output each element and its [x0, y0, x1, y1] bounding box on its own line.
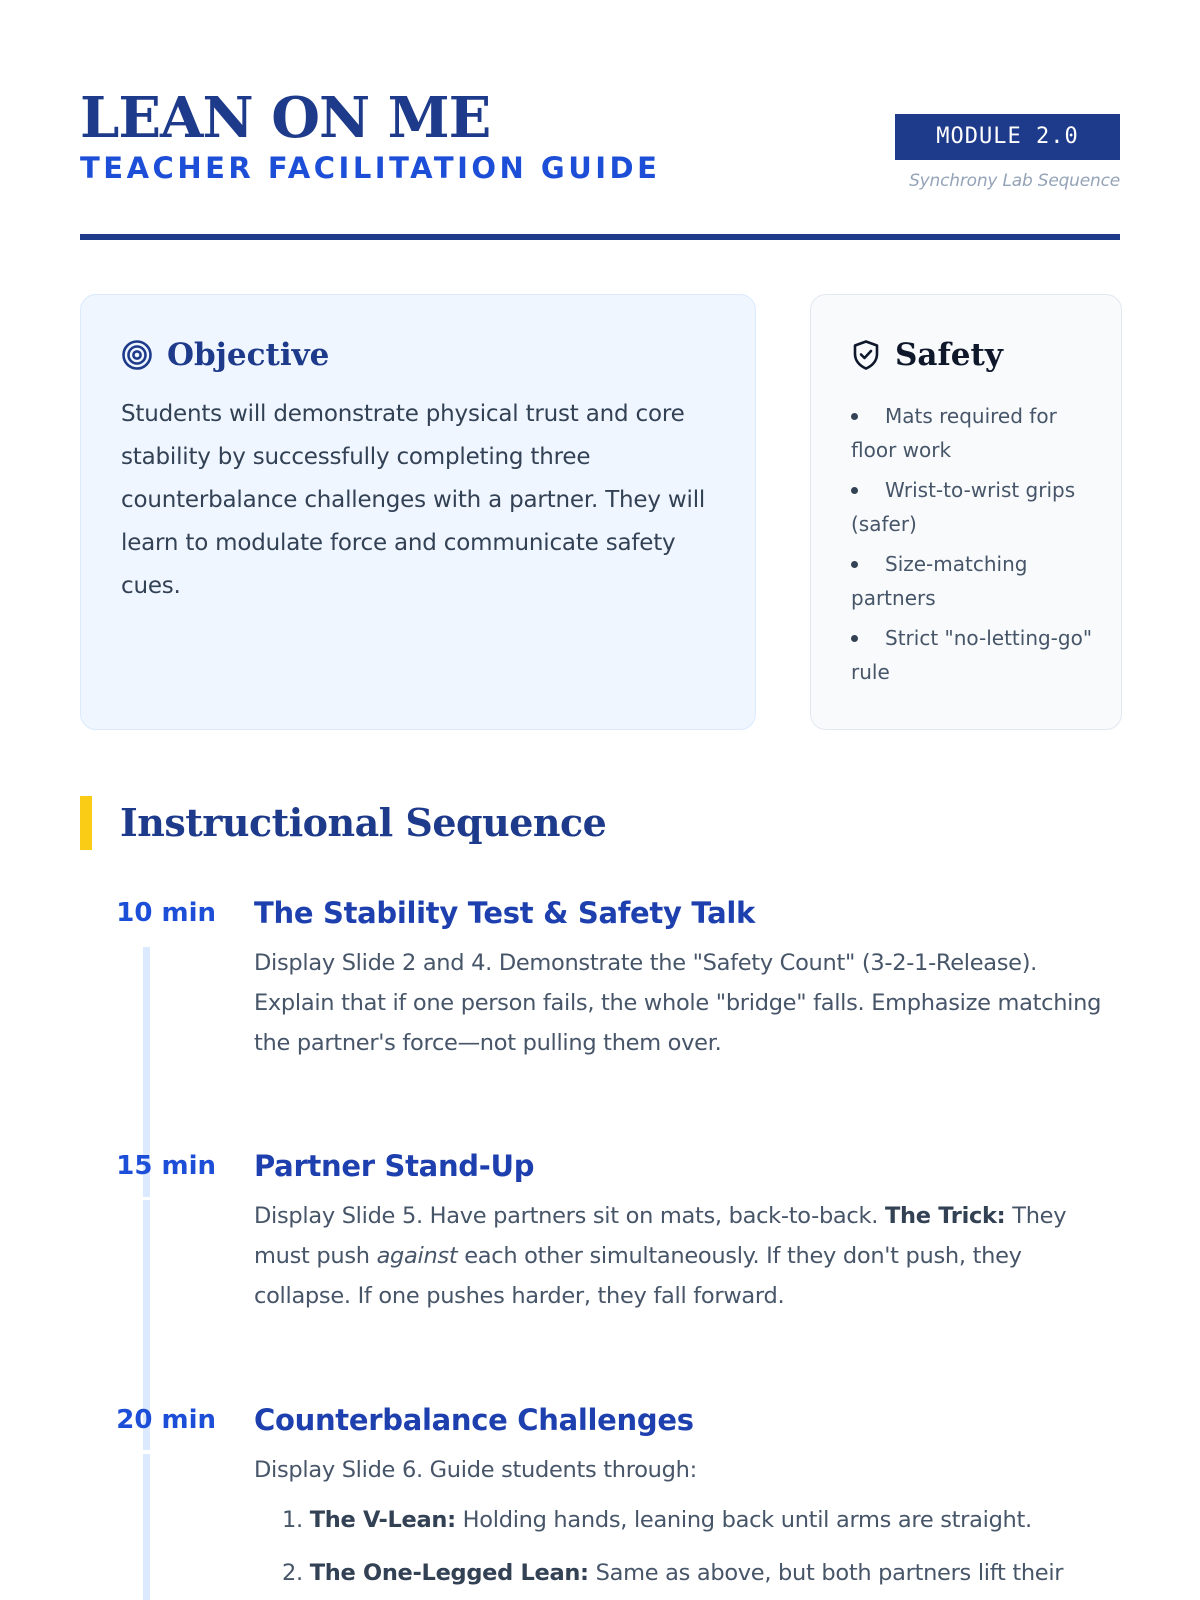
list-item: 2. The One-Legged Lean: Same as above, but both partners lift their	[282, 1560, 1064, 1586]
safety-heading	[851, 333, 1097, 377]
header-divider	[80, 234, 1120, 240]
challenge-list	[254, 1500, 1120, 1593]
step-description: Display Slide 2 and 4. Demonstrate the "Safety Count" (3-2-1-Release). Explain that if one person fails, the whole "bridge" falls. Emphasize matching the partner's force—not pulling them over.	[254, 950, 1102, 1056]
module-caption: Synchrony Lab Sequence	[909, 171, 1120, 191]
step-description: Display Slide 5. Have partners sit on mats, back-to-back. The Trick: They must push against each other simultaneously. If they don't push, they collapse. If one pushes harder, they fall forward.	[254, 1203, 1067, 1309]
safety-item-text: Strict "no-letting-go" rule	[851, 626, 1093, 684]
bullet-icon	[851, 487, 858, 494]
step-title: Partner Stand-Up	[254, 1149, 535, 1183]
section-accent-bar	[80, 796, 92, 850]
objective-text: Students will demonstrate physical trust and core stability by successfully completing three counterbalance challenges with a partner. They will learn to modulate force and communicate safety cues.	[121, 401, 706, 599]
step-title: Counterbalance Challenges	[254, 1403, 694, 1437]
safety-item-text: Size-matching partners	[851, 552, 1028, 610]
step-duration: 20 min	[116, 1405, 216, 1435]
timeline-line	[143, 1454, 150, 1600]
step-duration: 15 min	[116, 1151, 216, 1181]
shield-check-icon	[851, 339, 881, 371]
safety-title: Safety	[895, 337, 1003, 373]
objective-heading	[121, 333, 715, 377]
target-icon	[121, 339, 153, 371]
safety-list	[851, 399, 1097, 689]
step-title: The Stability Test & Safety Talk	[254, 896, 756, 930]
safety-item	[851, 547, 1097, 615]
step-description: Display Slide 6. Guide students through:	[254, 1457, 697, 1483]
sequence-title: Instructional Sequence	[120, 800, 607, 845]
safety-item	[851, 399, 1097, 467]
page-title: LEAN ON ME	[80, 85, 491, 151]
safety-item-text: Mats required for floor work	[851, 404, 1057, 462]
objective-title: Objective	[167, 337, 330, 373]
sequence-heading	[80, 796, 606, 850]
bullet-icon	[851, 413, 858, 420]
bullet-icon	[851, 561, 858, 568]
objective-card	[80, 294, 756, 730]
page-subtitle: TEACHER FACILITATION GUIDE	[80, 151, 661, 185]
safety-item	[851, 473, 1097, 541]
list-item: 1. The V-Lean: Holding hands, leaning back until arms are straight.	[282, 1507, 1032, 1533]
step-body	[254, 1146, 1120, 1316]
safety-card	[810, 294, 1122, 730]
module-badge: MODULE 2.0	[895, 114, 1120, 160]
page-header	[80, 80, 1120, 240]
safety-item	[851, 621, 1097, 689]
safety-item-text: Wrist-to-wrist grips (safer)	[851, 478, 1076, 536]
bullet-icon	[851, 635, 858, 642]
step-body	[254, 1400, 1120, 1600]
step-duration: 10 min	[116, 898, 216, 928]
step-body	[254, 893, 1120, 1063]
